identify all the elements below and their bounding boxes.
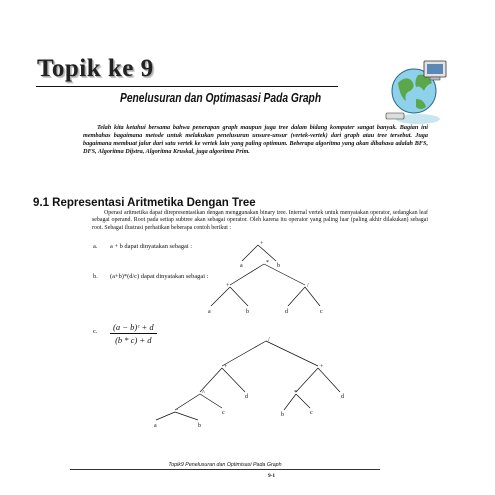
tree-c-leaf-a: a <box>154 423 157 429</box>
page-number: 9-1 <box>268 473 276 479</box>
chapter-subtitle: Penelusuran dan Optimasasi Pada Graph <box>120 91 322 105</box>
expression-denominator: (b * c) + d <box>110 333 157 345</box>
tree-c-plus-left: + <box>224 364 228 370</box>
tree-a-leaf-b: b <box>277 263 280 269</box>
tree-c-leaf-b-left: b <box>198 423 201 429</box>
expression-numerator: (a − b)ᶜ + d <box>113 322 154 332</box>
tree-c-plus-right: + <box>320 364 324 370</box>
tree-c-power: ^ <box>202 390 205 396</box>
tree-c-root: / <box>268 337 270 343</box>
tree-c-minus: - <box>176 407 178 413</box>
tree-c-leaf-c-right: c <box>310 410 313 416</box>
example-c-mark: c. <box>93 328 98 335</box>
tree-a-root: + <box>260 241 264 247</box>
section-paragraph: Operasi aritmetika dapat direpresentasikan dengan menggunakan binary tree. Internal vertek untuk menyatakan operator, sedangkan leaf sebagai operand. Root pada setiap subtree akan sebagai operator. Oleh karena itu operator yang paling luar (paling akhir dilakukan) sebagai root. Sebagai ilustrasi perhatikan beberapa contoh berikut : <box>92 210 428 231</box>
tree-b-leaf-c: c <box>320 309 323 315</box>
intro-paragraph: Telah kita ketahui bersama bahwa penerapan graph maupun juga tree dalam bidang komputer sangat banyak. Bagian ini membahas bagaimana metode untuk melakukan penelusuran unsure-unsur (vertek-vertek) dari graph atau tree tersebut. Juga bagaimana membuat jalur dari satu vertek ke vertek lain yang paling optimum. Beberapa algoritma yang akan dibahasa adalah BFS, DFS, Algoritma Dijstra, Algoritma Kruskal, juga algoritma Prim. <box>83 124 428 155</box>
chapter-title: Topik ke 9 <box>37 55 154 82</box>
tree-c-leaf-d-left: d <box>245 394 248 400</box>
tree-b-leaf-a: a <box>208 309 211 315</box>
section-heading: 9.1 Representasi Aritmetika Dengan Tree <box>33 197 256 209</box>
tree-b-plus: + <box>226 283 230 289</box>
example-b-mark: b. <box>93 273 98 280</box>
example-a-text: a + b dapat dinyatakan sebagai : <box>110 243 193 250</box>
tree-b-root: * <box>266 260 269 266</box>
tree-b-leaf-b: b <box>246 309 249 315</box>
tree-c-leaf-d-right: d <box>341 394 344 400</box>
example-b-text: (a+b)*(d/c) dapat dinyatakan sebagai : <box>110 273 209 280</box>
footer-rule <box>70 469 380 470</box>
footer-text: Topik9 Penelusuran dan Optimisasi Pada Graph <box>168 462 282 468</box>
tree-c-mult: * <box>294 390 297 396</box>
tree-a-leaf-a: a <box>240 263 243 269</box>
tree-b-leaf-d: d <box>285 309 288 315</box>
tree-c-leaf-b-right: b <box>281 412 284 418</box>
example-a-mark: a. <box>93 243 98 250</box>
tree-c-leaf-c-left: c <box>222 410 225 416</box>
tree-b-div: / <box>307 283 309 289</box>
